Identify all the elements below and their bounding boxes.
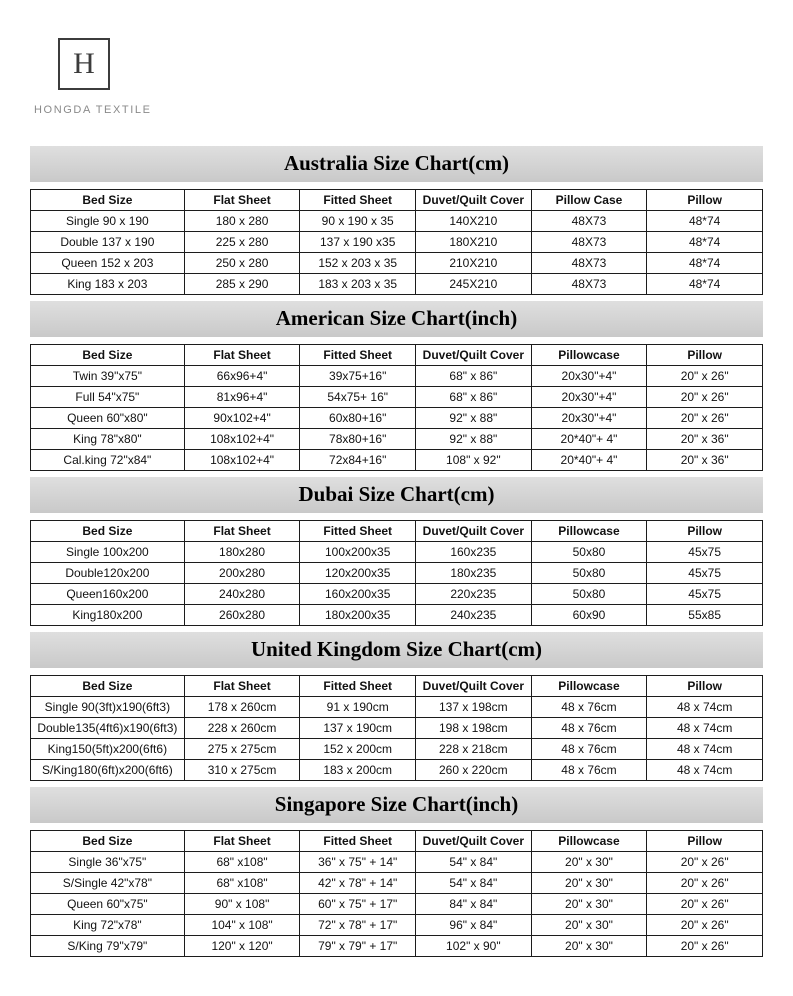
table-cell: 68" x108" bbox=[184, 873, 300, 894]
table-cell: 90 x 190 x 35 bbox=[300, 211, 416, 232]
table-cell: 68" x108" bbox=[184, 852, 300, 873]
table-cell: 240x280 bbox=[184, 584, 300, 605]
table-cell: 39x75+16" bbox=[300, 366, 416, 387]
table-cell: 228 x 218cm bbox=[416, 739, 532, 760]
table-cell: 48 x 74cm bbox=[647, 718, 763, 739]
column-header: Flat Sheet bbox=[184, 831, 300, 852]
table-cell: 48 x 74cm bbox=[647, 697, 763, 718]
table-row bbox=[31, 211, 763, 232]
table-row bbox=[31, 760, 763, 781]
table-cell: 310 x 275cm bbox=[184, 760, 300, 781]
table-cell: 48 x 76cm bbox=[531, 718, 647, 739]
table-cell: 68" x 86" bbox=[416, 387, 532, 408]
table-row bbox=[31, 852, 763, 873]
size-chart-section bbox=[30, 477, 763, 626]
table-cell: 60" x 75" + 17" bbox=[300, 894, 416, 915]
table-cell: 200x280 bbox=[184, 563, 300, 584]
table-cell: King 72"x78" bbox=[31, 915, 185, 936]
chart-header-row bbox=[31, 831, 763, 852]
chart-header-row bbox=[31, 676, 763, 697]
table-cell: 260x280 bbox=[184, 605, 300, 626]
chart-body bbox=[31, 366, 763, 471]
table-cell: 50x80 bbox=[531, 563, 647, 584]
table-cell: 54x75+ 16" bbox=[300, 387, 416, 408]
brand-header bbox=[34, 38, 174, 116]
column-header: Pillow bbox=[647, 345, 763, 366]
table-cell: 225 x 280 bbox=[184, 232, 300, 253]
table-cell: 183 x 200cm bbox=[300, 760, 416, 781]
table-cell: Single 90 x 190 bbox=[31, 211, 185, 232]
table-cell: 20" x 26" bbox=[647, 915, 763, 936]
table-cell: 108" x 92" bbox=[416, 450, 532, 471]
table-cell: 48*74 bbox=[647, 232, 763, 253]
chart-title: Australia Size Chart(cm) bbox=[30, 146, 763, 182]
table-cell: 275 x 275cm bbox=[184, 739, 300, 760]
table-row bbox=[31, 739, 763, 760]
table-row bbox=[31, 563, 763, 584]
table-cell: 20*40"+ 4" bbox=[531, 429, 647, 450]
table-cell: S/King 79"x79" bbox=[31, 936, 185, 957]
table-row bbox=[31, 450, 763, 471]
column-header: Bed Size bbox=[31, 345, 185, 366]
table-cell: 20" x 26" bbox=[647, 936, 763, 957]
table-cell: Full 54"x75" bbox=[31, 387, 185, 408]
column-header: Duvet/Quilt Cover bbox=[416, 521, 532, 542]
table-cell: 20" x 26" bbox=[647, 894, 763, 915]
table-cell: 180x200x35 bbox=[300, 605, 416, 626]
table-cell: 285 x 290 bbox=[184, 274, 300, 295]
table-cell: 245X210 bbox=[416, 274, 532, 295]
table-cell: 20" x 26" bbox=[647, 366, 763, 387]
table-cell: 137 x 190 x35 bbox=[300, 232, 416, 253]
column-header: Duvet/Quilt Cover bbox=[416, 831, 532, 852]
table-cell: 20" x 26" bbox=[647, 873, 763, 894]
table-cell: Double120x200 bbox=[31, 563, 185, 584]
column-header: Duvet/Quilt Cover bbox=[416, 190, 532, 211]
column-header: Pillowcase bbox=[531, 521, 647, 542]
column-header: Pillowcase bbox=[531, 676, 647, 697]
table-cell: 220x235 bbox=[416, 584, 532, 605]
size-table bbox=[30, 675, 763, 781]
table-cell: 260 x 220cm bbox=[416, 760, 532, 781]
chart-header-row bbox=[31, 345, 763, 366]
table-cell: 48X73 bbox=[531, 274, 647, 295]
chart-body bbox=[31, 852, 763, 957]
column-header: Duvet/Quilt Cover bbox=[416, 345, 532, 366]
size-chart-section bbox=[30, 146, 763, 295]
table-cell: 240x235 bbox=[416, 605, 532, 626]
table-cell: Twin 39"x75" bbox=[31, 366, 185, 387]
chart-body bbox=[31, 542, 763, 626]
table-cell: 50x80 bbox=[531, 542, 647, 563]
table-cell: 54" x 84" bbox=[416, 852, 532, 873]
table-cell: 180x280 bbox=[184, 542, 300, 563]
column-header: Bed Size bbox=[31, 831, 185, 852]
table-cell: 100x200x35 bbox=[300, 542, 416, 563]
table-cell: 48 x 76cm bbox=[531, 697, 647, 718]
table-cell: 178 x 260cm bbox=[184, 697, 300, 718]
column-header: Fitted Sheet bbox=[300, 831, 416, 852]
brand-logo bbox=[58, 38, 110, 90]
column-header: Fitted Sheet bbox=[300, 190, 416, 211]
chart-body bbox=[31, 211, 763, 295]
column-header: Fitted Sheet bbox=[300, 521, 416, 542]
table-row bbox=[31, 232, 763, 253]
size-table bbox=[30, 520, 763, 626]
table-cell: 78x80+16" bbox=[300, 429, 416, 450]
table-cell: Queen 152 x 203 bbox=[31, 253, 185, 274]
table-cell: 20" x 36" bbox=[647, 450, 763, 471]
table-cell: 20" x 30" bbox=[531, 936, 647, 957]
table-cell: 48 x 76cm bbox=[531, 760, 647, 781]
table-row bbox=[31, 584, 763, 605]
table-row bbox=[31, 873, 763, 894]
table-cell: 104" x 108" bbox=[184, 915, 300, 936]
table-cell: 66x96+4" bbox=[184, 366, 300, 387]
table-cell: 45x75 bbox=[647, 563, 763, 584]
table-cell: Cal.king 72"x84" bbox=[31, 450, 185, 471]
table-cell: 20" x 30" bbox=[531, 873, 647, 894]
table-cell: 90x102+4" bbox=[184, 408, 300, 429]
table-cell: 68" x 86" bbox=[416, 366, 532, 387]
table-cell: King150(5ft)x200(6ft6) bbox=[31, 739, 185, 760]
logo-letter: H bbox=[73, 47, 95, 80]
table-cell: 60x80+16" bbox=[300, 408, 416, 429]
table-row bbox=[31, 718, 763, 739]
table-cell: Single 90(3ft)x190(6ft3) bbox=[31, 697, 185, 718]
chart-title: American Size Chart(inch) bbox=[30, 301, 763, 337]
table-cell: 54" x 84" bbox=[416, 873, 532, 894]
table-cell: 20*40"+ 4" bbox=[531, 450, 647, 471]
table-row bbox=[31, 274, 763, 295]
table-cell: 152 x 200cm bbox=[300, 739, 416, 760]
table-cell: 120" x 120" bbox=[184, 936, 300, 957]
table-cell: S/King180(6ft)x200(6ft6) bbox=[31, 760, 185, 781]
table-row bbox=[31, 429, 763, 450]
table-cell: 79" x 79" + 17" bbox=[300, 936, 416, 957]
chart-title: Singapore Size Chart(inch) bbox=[30, 787, 763, 823]
table-row bbox=[31, 387, 763, 408]
table-cell: 20" x 30" bbox=[531, 915, 647, 936]
table-cell: 90" x 108" bbox=[184, 894, 300, 915]
table-row bbox=[31, 366, 763, 387]
table-cell: King180x200 bbox=[31, 605, 185, 626]
table-cell: Queen160x200 bbox=[31, 584, 185, 605]
table-row bbox=[31, 697, 763, 718]
column-header: Bed Size bbox=[31, 521, 185, 542]
table-cell: 140X210 bbox=[416, 211, 532, 232]
table-cell: 81x96+4" bbox=[184, 387, 300, 408]
table-cell: 48*74 bbox=[647, 211, 763, 232]
table-cell: 50x80 bbox=[531, 584, 647, 605]
size-chart-section bbox=[30, 632, 763, 781]
column-header: Pillow bbox=[647, 831, 763, 852]
table-cell: 137 x 198cm bbox=[416, 697, 532, 718]
table-cell: 20" x 26" bbox=[647, 387, 763, 408]
table-cell: 137 x 190cm bbox=[300, 718, 416, 739]
column-header: Duvet/Quilt Cover bbox=[416, 676, 532, 697]
table-cell: Single 100x200 bbox=[31, 542, 185, 563]
column-header: Pillowcase bbox=[531, 831, 647, 852]
table-cell: 20x30"+4" bbox=[531, 408, 647, 429]
table-cell: 42" x 78" + 14" bbox=[300, 873, 416, 894]
table-cell: 20x30"+4" bbox=[531, 366, 647, 387]
column-header: Fitted Sheet bbox=[300, 676, 416, 697]
table-cell: 55x85 bbox=[647, 605, 763, 626]
column-header: Flat Sheet bbox=[184, 521, 300, 542]
column-header: Pillow bbox=[647, 676, 763, 697]
table-cell: Queen 60"x80" bbox=[31, 408, 185, 429]
column-header: Pillow Case bbox=[531, 190, 647, 211]
table-cell: 84" x 84" bbox=[416, 894, 532, 915]
table-cell: 45x75 bbox=[647, 584, 763, 605]
table-cell: 60x90 bbox=[531, 605, 647, 626]
table-cell: 180 x 280 bbox=[184, 211, 300, 232]
table-cell: 102" x 90" bbox=[416, 936, 532, 957]
column-header: Bed Size bbox=[31, 676, 185, 697]
table-cell: Single 36"x75" bbox=[31, 852, 185, 873]
table-cell: King 78"x80" bbox=[31, 429, 185, 450]
table-cell: 48X73 bbox=[531, 232, 647, 253]
table-row bbox=[31, 542, 763, 563]
chart-body bbox=[31, 697, 763, 781]
table-cell: 20" x 26" bbox=[647, 408, 763, 429]
table-cell: 48*74 bbox=[647, 253, 763, 274]
table-cell: 72x84+16" bbox=[300, 450, 416, 471]
table-cell: 183 x 203 x 35 bbox=[300, 274, 416, 295]
table-cell: 92" x 88" bbox=[416, 408, 532, 429]
chart-title: United Kingdom Size Chart(cm) bbox=[30, 632, 763, 668]
table-cell: 20x30"+4" bbox=[531, 387, 647, 408]
table-cell: 20" x 26" bbox=[647, 852, 763, 873]
table-row bbox=[31, 936, 763, 957]
table-cell: 36" x 75" + 14" bbox=[300, 852, 416, 873]
table-cell: 108x102+4" bbox=[184, 450, 300, 471]
table-row bbox=[31, 605, 763, 626]
table-cell: 180x235 bbox=[416, 563, 532, 584]
charts-container bbox=[30, 146, 763, 957]
table-cell: 180X210 bbox=[416, 232, 532, 253]
table-cell: 108x102+4" bbox=[184, 429, 300, 450]
table-row bbox=[31, 253, 763, 274]
size-chart-section bbox=[30, 301, 763, 471]
table-cell: 45x75 bbox=[647, 542, 763, 563]
table-cell: 48 x 76cm bbox=[531, 739, 647, 760]
table-cell: 20" x 30" bbox=[531, 852, 647, 873]
table-cell: King 183 x 203 bbox=[31, 274, 185, 295]
company-name: HONGDA TEXTILE bbox=[34, 104, 152, 116]
table-cell: 96" x 84" bbox=[416, 915, 532, 936]
table-cell: 20" x 30" bbox=[531, 894, 647, 915]
table-cell: 92" x 88" bbox=[416, 429, 532, 450]
chart-header-row bbox=[31, 190, 763, 211]
column-header: Flat Sheet bbox=[184, 190, 300, 211]
column-header: Pillowcase bbox=[531, 345, 647, 366]
table-cell: S/Single 42"x78" bbox=[31, 873, 185, 894]
size-table bbox=[30, 344, 763, 471]
table-cell: 198 x 198cm bbox=[416, 718, 532, 739]
table-cell: 228 x 260cm bbox=[184, 718, 300, 739]
table-cell: 250 x 280 bbox=[184, 253, 300, 274]
table-cell: Queen 60"x75" bbox=[31, 894, 185, 915]
table-cell: 48 x 74cm bbox=[647, 739, 763, 760]
column-header: Flat Sheet bbox=[184, 345, 300, 366]
table-cell: 160x235 bbox=[416, 542, 532, 563]
table-cell: 91 x 190cm bbox=[300, 697, 416, 718]
table-cell: 48*74 bbox=[647, 274, 763, 295]
table-row bbox=[31, 915, 763, 936]
column-header: Flat Sheet bbox=[184, 676, 300, 697]
column-header: Pillow bbox=[647, 521, 763, 542]
table-cell: 48X73 bbox=[531, 253, 647, 274]
table-row bbox=[31, 894, 763, 915]
table-cell: 20" x 36" bbox=[647, 429, 763, 450]
column-header: Bed Size bbox=[31, 190, 185, 211]
table-cell: 48 x 74cm bbox=[647, 760, 763, 781]
table-cell: 72" x 78" + 17" bbox=[300, 915, 416, 936]
chart-header-row bbox=[31, 521, 763, 542]
size-table bbox=[30, 830, 763, 957]
table-cell: 152 x 203 x 35 bbox=[300, 253, 416, 274]
table-cell: 120x200x35 bbox=[300, 563, 416, 584]
chart-title: Dubai Size Chart(cm) bbox=[30, 477, 763, 513]
column-header: Fitted Sheet bbox=[300, 345, 416, 366]
table-cell: Double 137 x 190 bbox=[31, 232, 185, 253]
table-cell: 48X73 bbox=[531, 211, 647, 232]
table-row bbox=[31, 408, 763, 429]
table-cell: 160x200x35 bbox=[300, 584, 416, 605]
size-chart-section bbox=[30, 787, 763, 957]
column-header: Pillow bbox=[647, 190, 763, 211]
table-cell: 210X210 bbox=[416, 253, 532, 274]
table-cell: Double135(4ft6)x190(6ft3) bbox=[31, 718, 185, 739]
size-table bbox=[30, 189, 763, 295]
